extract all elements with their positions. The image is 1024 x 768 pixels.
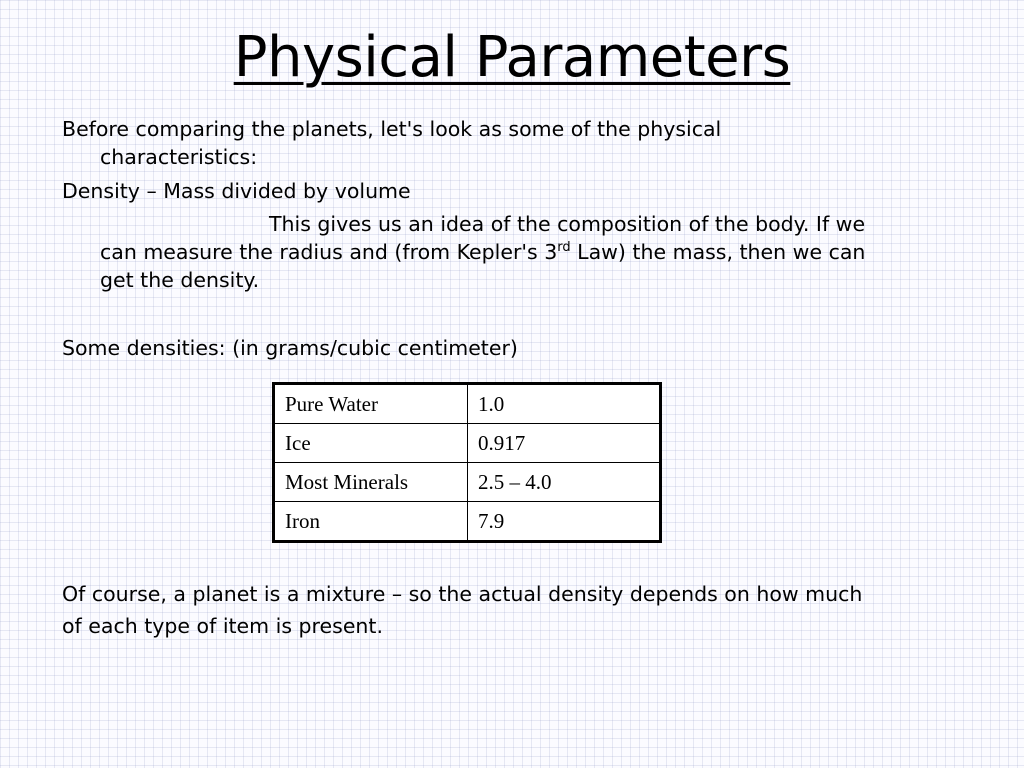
some-densities-label: Some densities: (in grams/cubic centimeter) (62, 336, 518, 360)
conclusion-line-1: Of course, a planet is a mixture – so the actual density depends on how much (62, 582, 863, 606)
density-cell: 2.5 – 4.0 (468, 463, 661, 502)
explanation-line-2-post: Law) the mass, then we can (570, 240, 866, 264)
density-cell: 1.0 (468, 384, 661, 424)
ordinal-superscript: rd (557, 240, 571, 256)
intro-paragraph (62, 115, 992, 171)
material-cell: Ice (274, 424, 468, 463)
table-row (274, 384, 661, 424)
material-cell: Pure Water (274, 384, 468, 424)
slide-title-text: Physical Parameters (233, 25, 791, 90)
density-definition: Density – Mass divided by volume (62, 179, 411, 203)
material-cell: Most Minerals (274, 463, 468, 502)
intro-line-1: Before comparing the planets, let's look as some of the physical (62, 117, 722, 141)
material-cell: Iron (274, 502, 468, 542)
explanation-line-1: This gives us an idea of the composition of the body. If we (269, 212, 866, 236)
conclusion-line-2: of each type of item is present. (62, 614, 383, 638)
density-cell: 7.9 (468, 502, 661, 542)
explanation-paragraph (62, 210, 992, 294)
slide-title (0, 22, 1024, 94)
intro-line-2: characteristics: (100, 145, 258, 169)
density-table (272, 382, 662, 543)
table-row (274, 424, 661, 463)
table-row (274, 463, 661, 502)
explanation-line-2 (62, 238, 992, 266)
density-cell: 0.917 (468, 424, 661, 463)
conclusion-paragraph (62, 578, 992, 642)
table-row (274, 502, 661, 542)
explanation-line-3: get the density. (100, 268, 260, 292)
explanation-line-2-pre: can measure the radius and (from Kepler's 3 (100, 240, 558, 264)
